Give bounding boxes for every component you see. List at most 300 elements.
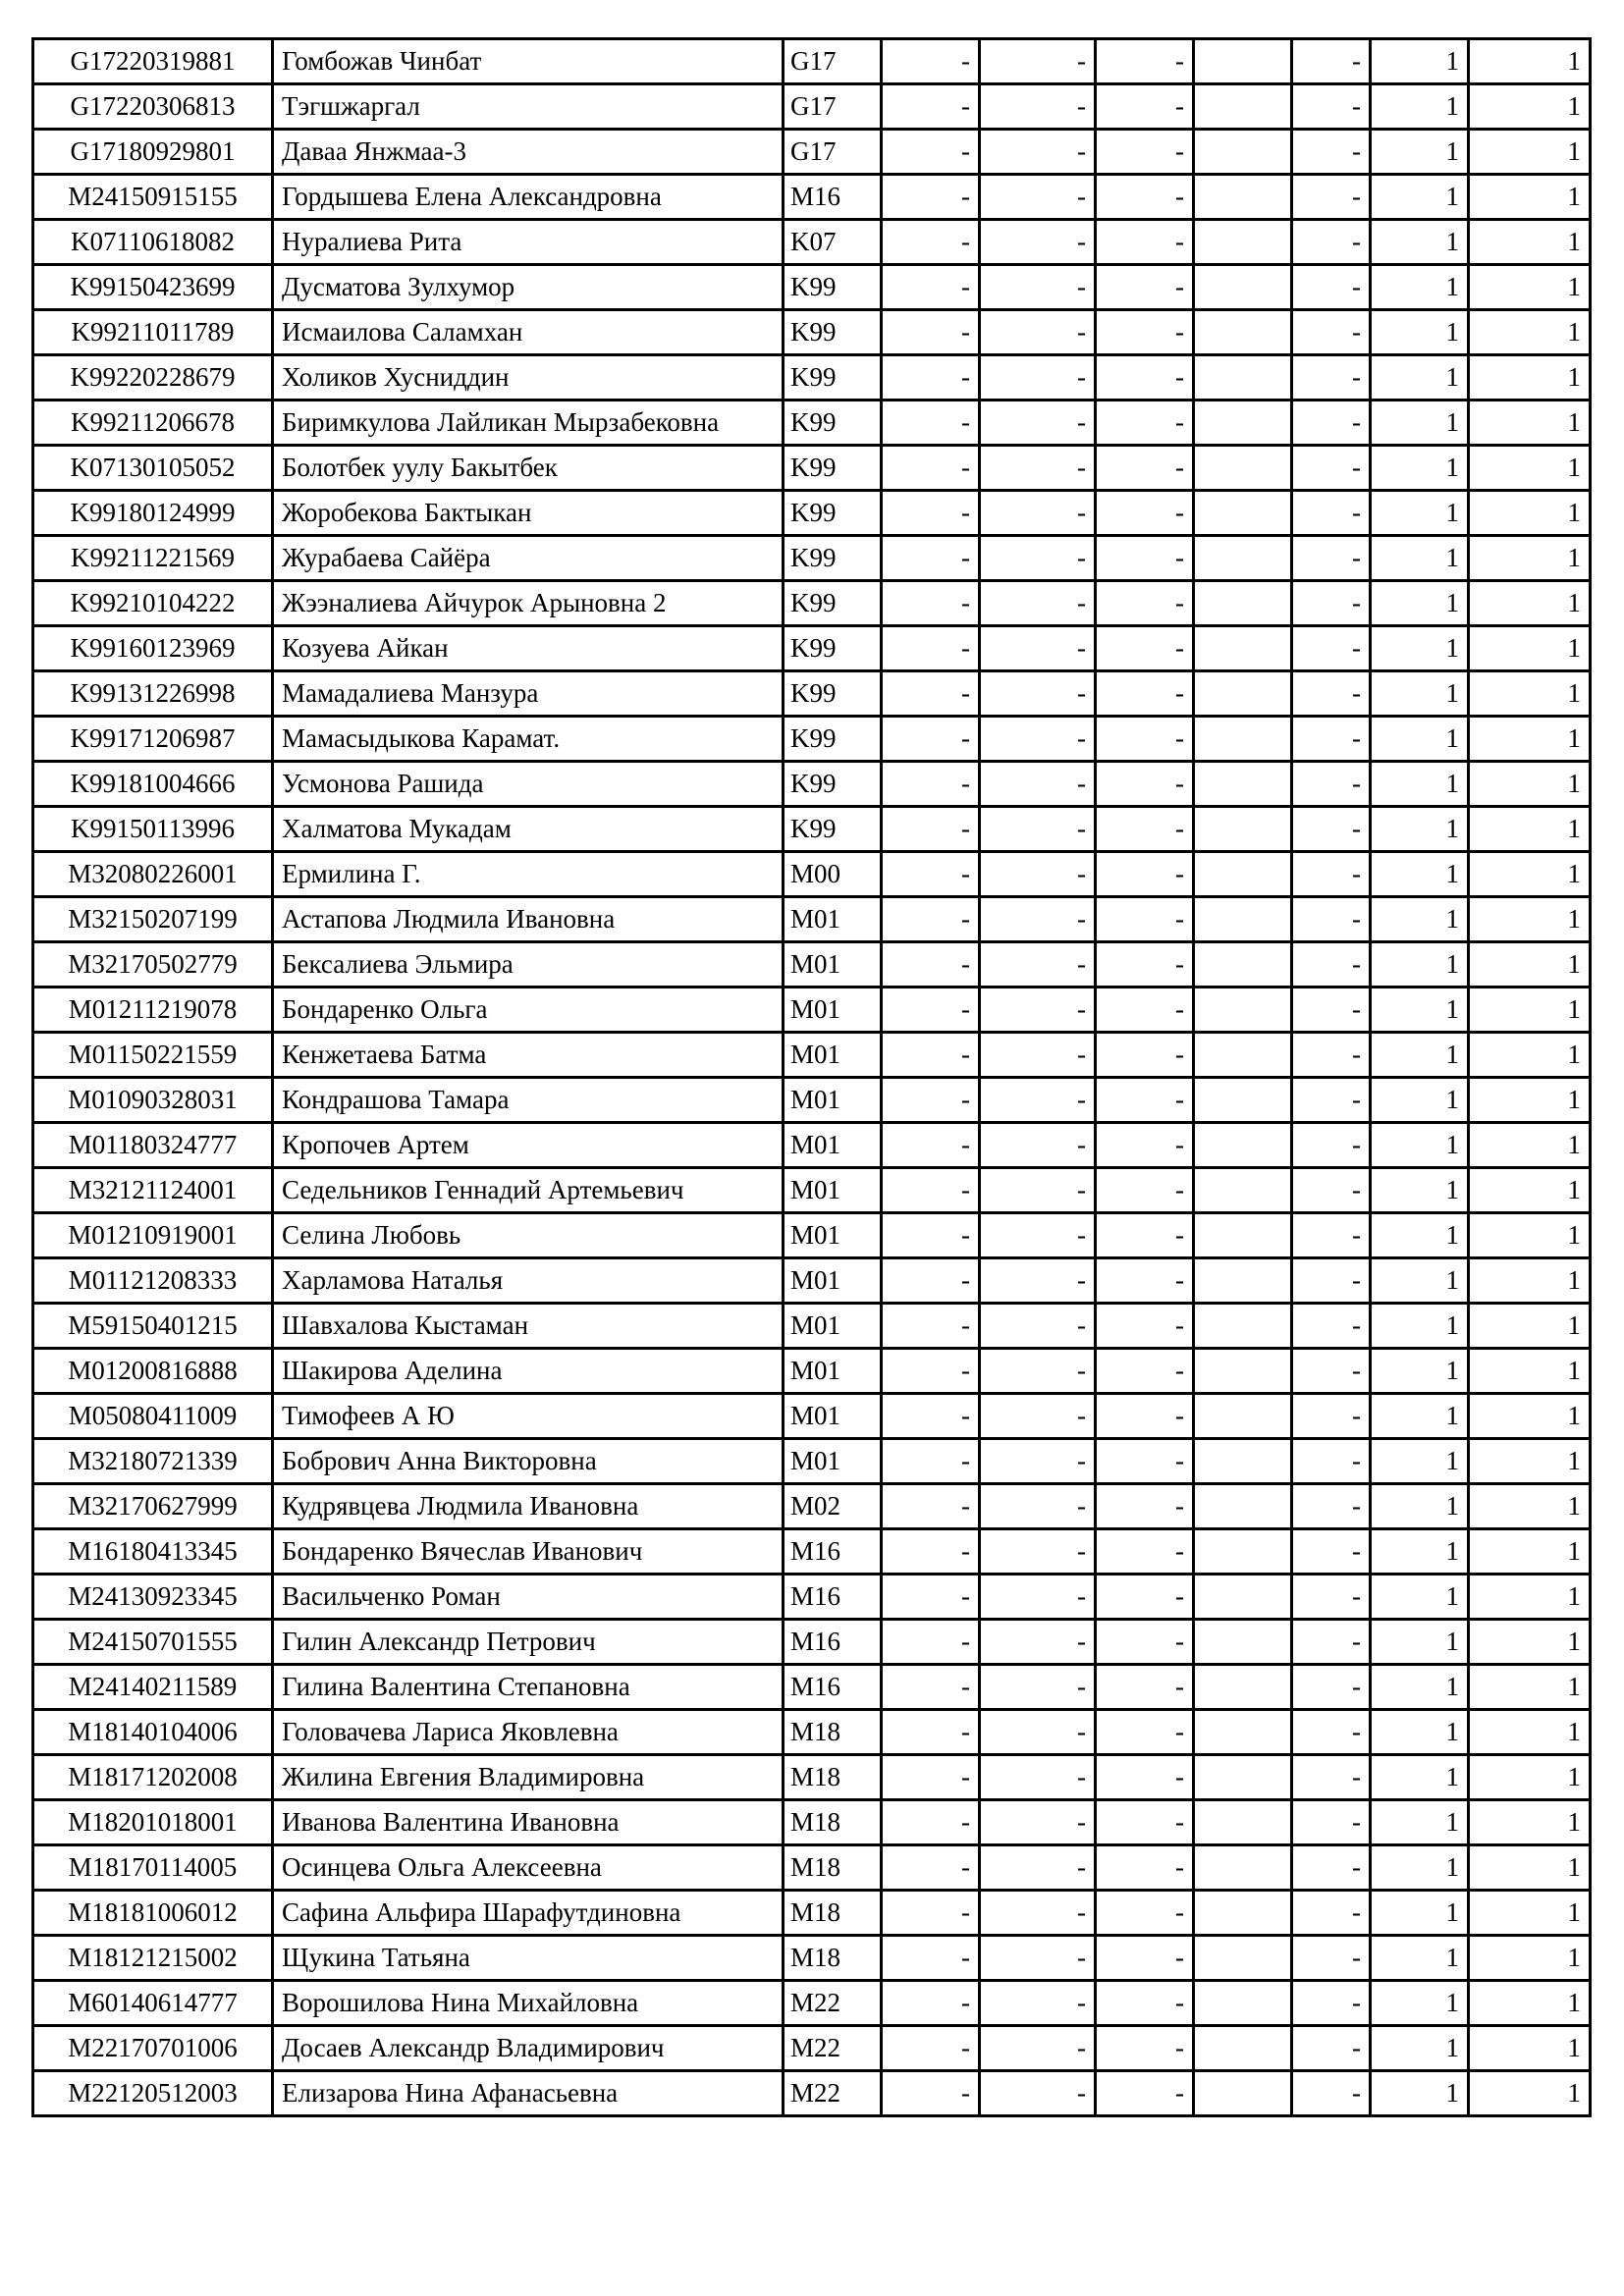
cell-col-7: 1 [1469, 1845, 1591, 1891]
cell-col-3: - [1096, 626, 1194, 671]
cell-col-1: - [882, 1394, 980, 1439]
cell-col-7: 1 [1469, 1620, 1591, 1665]
cell-group: K99 [784, 265, 882, 310]
table-row [33, 1213, 1591, 1258]
cell-col-4 [1194, 1845, 1292, 1891]
cell-col-4 [1194, 671, 1292, 717]
cell-name: Халматова Мукадам [273, 807, 784, 852]
cell-name: Шакирова Аделина [273, 1349, 784, 1394]
cell-col-7: 1 [1469, 2026, 1591, 2071]
cell-col-2: - [980, 897, 1096, 942]
cell-id: M59150401215 [33, 1304, 273, 1349]
cell-name: Щукина Татьяна [273, 1936, 784, 1981]
cell-col-6: 1 [1371, 400, 1469, 446]
cell-col-6: 1 [1371, 446, 1469, 491]
cell-col-7: 1 [1469, 39, 1591, 84]
table-row [33, 581, 1591, 626]
table-row [33, 400, 1591, 446]
cell-name: Нуралиева Рита [273, 220, 784, 265]
cell-col-1: - [882, 1575, 980, 1620]
cell-col-1: - [882, 1258, 980, 1304]
cell-col-6: 1 [1371, 1620, 1469, 1665]
cell-col-3: - [1096, 1800, 1194, 1845]
cell-col-5: - [1292, 446, 1371, 491]
cell-col-1: - [882, 1349, 980, 1394]
cell-group: M01 [784, 1168, 882, 1213]
cell-col-6: 1 [1371, 1710, 1469, 1755]
cell-col-5: - [1292, 1800, 1371, 1845]
cell-group: M01 [784, 897, 882, 942]
cell-col-6: 1 [1371, 1033, 1469, 1078]
cell-id: M01090328031 [33, 1078, 273, 1123]
cell-col-2: - [980, 1484, 1096, 1529]
cell-col-7: 1 [1469, 446, 1591, 491]
cell-col-4 [1194, 1033, 1292, 1078]
cell-name: Бексалиева Эльмира [273, 942, 784, 988]
cell-name: Гилин Александр Петрович [273, 1620, 784, 1665]
cell-col-1: - [882, 1529, 980, 1575]
cell-col-4 [1194, 626, 1292, 671]
cell-group: G17 [784, 130, 882, 175]
cell-col-2: - [980, 1258, 1096, 1304]
table-row [33, 1845, 1591, 1891]
cell-col-4 [1194, 536, 1292, 581]
cell-id: M01180324777 [33, 1123, 273, 1168]
table-row [33, 1710, 1591, 1755]
cell-col-1: - [882, 671, 980, 717]
cell-col-2: - [980, 491, 1096, 536]
cell-name: Досаев Александр Владимирович [273, 2026, 784, 2071]
cell-name: Козуева Айкан [273, 626, 784, 671]
cell-col-1: - [882, 1936, 980, 1981]
cell-col-2: - [980, 446, 1096, 491]
cell-col-5: - [1292, 1213, 1371, 1258]
cell-col-2: - [980, 762, 1096, 807]
cell-name: Дусматова Зулхумор [273, 265, 784, 310]
cell-col-3: - [1096, 1575, 1194, 1620]
table-row [33, 897, 1591, 942]
cell-col-7: 1 [1469, 1936, 1591, 1981]
cell-name: Сафина Альфира Шарафутдиновна [273, 1891, 784, 1936]
cell-col-1: - [882, 581, 980, 626]
cell-col-2: - [980, 1168, 1096, 1213]
cell-col-4 [1194, 807, 1292, 852]
cell-col-7: 1 [1469, 1258, 1591, 1304]
cell-col-5: - [1292, 355, 1371, 400]
cell-col-5: - [1292, 1439, 1371, 1484]
cell-id: K99181004666 [33, 762, 273, 807]
cell-col-6: 1 [1371, 1123, 1469, 1168]
cell-col-2: - [980, 1439, 1096, 1484]
cell-id: M60140614777 [33, 1981, 273, 2026]
cell-col-1: - [882, 1439, 980, 1484]
cell-col-7: 1 [1469, 717, 1591, 762]
table-row [33, 1575, 1591, 1620]
cell-col-1: - [882, 942, 980, 988]
cell-col-7: 1 [1469, 1891, 1591, 1936]
cell-col-1: - [882, 1484, 980, 1529]
cell-id: K99131226998 [33, 671, 273, 717]
cell-col-3: - [1096, 39, 1194, 84]
cell-name: Исмаилова Саламхан [273, 310, 784, 355]
cell-col-6: 1 [1371, 1755, 1469, 1800]
cell-group: M01 [784, 988, 882, 1033]
cell-id: K99220228679 [33, 355, 273, 400]
cell-col-7: 1 [1469, 626, 1591, 671]
table-row [33, 1304, 1591, 1349]
cell-id: M32170627999 [33, 1484, 273, 1529]
cell-group: M18 [784, 1936, 882, 1981]
cell-col-3: - [1096, 1033, 1194, 1078]
cell-col-6: 1 [1371, 2026, 1469, 2071]
cell-col-2: - [980, 1891, 1096, 1936]
cell-col-3: - [1096, 581, 1194, 626]
cell-col-6: 1 [1371, 762, 1469, 807]
cell-name: Жоробекова Бактыкан [273, 491, 784, 536]
cell-col-2: - [980, 1845, 1096, 1891]
cell-col-4 [1194, 1123, 1292, 1168]
cell-col-1: - [882, 1710, 980, 1755]
table-row [33, 988, 1591, 1033]
cell-col-4 [1194, 175, 1292, 220]
cell-col-5: - [1292, 1710, 1371, 1755]
cell-col-6: 1 [1371, 988, 1469, 1033]
cell-name: Селина Любовь [273, 1213, 784, 1258]
cell-group: M18 [784, 1891, 882, 1936]
cell-col-6: 1 [1371, 355, 1469, 400]
cell-col-7: 1 [1469, 1349, 1591, 1394]
cell-col-7: 1 [1469, 1439, 1591, 1484]
cell-col-5: - [1292, 2071, 1371, 2116]
cell-col-3: - [1096, 988, 1194, 1033]
cell-col-4 [1194, 1936, 1292, 1981]
cell-col-6: 1 [1371, 717, 1469, 762]
cell-col-4 [1194, 942, 1292, 988]
table-row [33, 536, 1591, 581]
cell-col-1: - [882, 1620, 980, 1665]
table-row [33, 39, 1591, 84]
cell-col-5: - [1292, 626, 1371, 671]
table-row [33, 1529, 1591, 1575]
cell-col-6: 1 [1371, 220, 1469, 265]
cell-col-7: 1 [1469, 1800, 1591, 1845]
cell-group: K07 [784, 220, 882, 265]
cell-col-1: - [882, 1213, 980, 1258]
cell-col-7: 1 [1469, 400, 1591, 446]
cell-name: Журабаева Сайёра [273, 536, 784, 581]
cell-col-6: 1 [1371, 2071, 1469, 2116]
cell-col-1: - [882, 1981, 980, 2026]
cell-col-3: - [1096, 1484, 1194, 1529]
cell-id: G17220319881 [33, 39, 273, 84]
cell-col-5: - [1292, 1168, 1371, 1213]
table-row [33, 446, 1591, 491]
cell-id: M32150207199 [33, 897, 273, 942]
cell-col-5: - [1292, 1529, 1371, 1575]
cell-col-7: 1 [1469, 671, 1591, 717]
cell-id: M18171202008 [33, 1755, 273, 1800]
cell-col-2: - [980, 310, 1096, 355]
cell-id: M22120512003 [33, 2071, 273, 2116]
table-row [33, 1800, 1591, 1845]
cell-id: M01150221559 [33, 1033, 273, 1078]
cell-col-5: - [1292, 2026, 1371, 2071]
cell-col-4 [1194, 130, 1292, 175]
cell-name: Иванова Валентина Ивановна [273, 1800, 784, 1845]
cell-name: Бондаренко Вячеслав Иванович [273, 1529, 784, 1575]
table-row [33, 1258, 1591, 1304]
cell-col-4 [1194, 1168, 1292, 1213]
cell-col-7: 1 [1469, 84, 1591, 130]
cell-col-5: - [1292, 581, 1371, 626]
cell-col-3: - [1096, 310, 1194, 355]
cell-col-2: - [980, 130, 1096, 175]
cell-id: M18140104006 [33, 1710, 273, 1755]
data-table [31, 37, 1592, 2117]
cell-id: K99150113996 [33, 807, 273, 852]
cell-col-4 [1194, 1665, 1292, 1710]
cell-col-5: - [1292, 1845, 1371, 1891]
cell-col-5: - [1292, 897, 1371, 942]
cell-col-7: 1 [1469, 1484, 1591, 1529]
table-row [33, 1123, 1591, 1168]
cell-col-7: 1 [1469, 1033, 1591, 1078]
cell-id: M24150915155 [33, 175, 273, 220]
cell-id: K07130105052 [33, 446, 273, 491]
cell-col-4 [1194, 446, 1292, 491]
cell-col-2: - [980, 1710, 1096, 1755]
cell-col-2: - [980, 1349, 1096, 1394]
cell-col-5: - [1292, 1575, 1371, 1620]
cell-col-6: 1 [1371, 1936, 1469, 1981]
cell-col-4 [1194, 39, 1292, 84]
cell-group: K99 [784, 626, 882, 671]
cell-name: Осинцева Ольга Алексеевна [273, 1845, 784, 1891]
cell-col-1: - [882, 536, 980, 581]
cell-id: M18121215002 [33, 1936, 273, 1981]
cell-col-6: 1 [1371, 1078, 1469, 1123]
cell-col-1: - [882, 1891, 980, 1936]
table-row [33, 1439, 1591, 1484]
cell-name: Харламова Наталья [273, 1258, 784, 1304]
cell-group: M01 [784, 942, 882, 988]
cell-col-5: - [1292, 536, 1371, 581]
cell-col-4 [1194, 1349, 1292, 1394]
cell-col-5: - [1292, 1123, 1371, 1168]
cell-col-6: 1 [1371, 491, 1469, 536]
cell-col-2: - [980, 1033, 1096, 1078]
cell-col-3: - [1096, 536, 1194, 581]
cell-col-1: - [882, 1755, 980, 1800]
cell-col-7: 1 [1469, 1304, 1591, 1349]
cell-name: Шавхалова Кыстаман [273, 1304, 784, 1349]
cell-col-4 [1194, 1755, 1292, 1800]
table-row [33, 1981, 1591, 2026]
cell-group: M01 [784, 1123, 882, 1168]
cell-col-1: - [882, 355, 980, 400]
cell-col-3: - [1096, 2026, 1194, 2071]
cell-col-4 [1194, 220, 1292, 265]
cell-group: M22 [784, 1981, 882, 2026]
cell-group: K99 [784, 446, 882, 491]
cell-id: K99150423699 [33, 265, 273, 310]
cell-group: M02 [784, 1484, 882, 1529]
cell-name: Жилина Евгения Владимировна [273, 1755, 784, 1800]
cell-name: Холиков Хусниддин [273, 355, 784, 400]
cell-col-1: - [882, 626, 980, 671]
cell-col-2: - [980, 988, 1096, 1033]
cell-col-3: - [1096, 807, 1194, 852]
cell-group: M01 [784, 1213, 882, 1258]
cell-group: M16 [784, 1665, 882, 1710]
cell-col-7: 1 [1469, 355, 1591, 400]
cell-col-2: - [980, 1620, 1096, 1665]
cell-col-1: - [882, 1168, 980, 1213]
cell-col-1: - [882, 897, 980, 942]
cell-col-4 [1194, 1529, 1292, 1575]
table-row [33, 1891, 1591, 1936]
cell-col-4 [1194, 84, 1292, 130]
cell-name: Васильченко Роман [273, 1575, 784, 1620]
cell-col-1: - [882, 807, 980, 852]
cell-id: M01200816888 [33, 1349, 273, 1394]
cell-col-2: - [980, 1123, 1096, 1168]
cell-group: M22 [784, 2071, 882, 2116]
cell-col-5: - [1292, 220, 1371, 265]
cell-col-4 [1194, 1800, 1292, 1845]
cell-id: M24150701555 [33, 1620, 273, 1665]
cell-col-5: - [1292, 1891, 1371, 1936]
cell-col-7: 1 [1469, 175, 1591, 220]
cell-col-5: - [1292, 1620, 1371, 1665]
cell-group: M01 [784, 1258, 882, 1304]
cell-col-7: 1 [1469, 1394, 1591, 1439]
cell-col-1: - [882, 84, 980, 130]
cell-col-2: - [980, 671, 1096, 717]
cell-col-1: - [882, 1078, 980, 1123]
cell-name: Ермилина Г. [273, 852, 784, 897]
cell-group: K99 [784, 581, 882, 626]
cell-col-4 [1194, 265, 1292, 310]
cell-id: M32080226001 [33, 852, 273, 897]
table-body [33, 39, 1591, 2116]
cell-col-1: - [882, 1665, 980, 1710]
cell-name: Гилина Валентина Степановна [273, 1665, 784, 1710]
cell-group: M22 [784, 2026, 882, 2071]
cell-col-7: 1 [1469, 852, 1591, 897]
cell-id: M18181006012 [33, 1891, 273, 1936]
cell-col-3: - [1096, 897, 1194, 942]
cell-col-6: 1 [1371, 671, 1469, 717]
cell-col-5: - [1292, 1304, 1371, 1349]
cell-col-2: - [980, 1394, 1096, 1439]
cell-col-1: - [882, 446, 980, 491]
cell-col-3: - [1096, 1078, 1194, 1123]
cell-name: Усмонова Рашида [273, 762, 784, 807]
cell-col-2: - [980, 536, 1096, 581]
cell-id: M01211219078 [33, 988, 273, 1033]
cell-id: M32180721339 [33, 1439, 273, 1484]
table-row [33, 1484, 1591, 1529]
cell-col-2: - [980, 1529, 1096, 1575]
cell-col-3: - [1096, 1981, 1194, 2026]
cell-name: Кудрявцева Людмила Ивановна [273, 1484, 784, 1529]
cell-col-1: - [882, 1304, 980, 1349]
cell-col-5: - [1292, 310, 1371, 355]
cell-id: M32170502779 [33, 942, 273, 988]
cell-col-5: - [1292, 852, 1371, 897]
table-row [33, 1033, 1591, 1078]
cell-col-4 [1194, 1258, 1292, 1304]
cell-name: Кондрашова Тамара [273, 1078, 784, 1123]
cell-group: K99 [784, 400, 882, 446]
cell-col-3: - [1096, 446, 1194, 491]
cell-col-7: 1 [1469, 1755, 1591, 1800]
cell-col-4 [1194, 1710, 1292, 1755]
cell-col-5: - [1292, 1033, 1371, 1078]
cell-col-6: 1 [1371, 39, 1469, 84]
cell-group: K99 [784, 762, 882, 807]
cell-col-2: - [980, 400, 1096, 446]
cell-col-4 [1194, 1394, 1292, 1439]
cell-id: K99211011789 [33, 310, 273, 355]
cell-name: Мамадалиева Манзура [273, 671, 784, 717]
cell-col-5: - [1292, 671, 1371, 717]
cell-group: K99 [784, 536, 882, 581]
cell-col-3: - [1096, 942, 1194, 988]
cell-col-5: - [1292, 1394, 1371, 1439]
cell-col-3: - [1096, 762, 1194, 807]
cell-col-3: - [1096, 1213, 1194, 1258]
cell-col-4 [1194, 1078, 1292, 1123]
cell-col-1: - [882, 265, 980, 310]
table-row [33, 671, 1591, 717]
cell-col-4 [1194, 491, 1292, 536]
cell-col-7: 1 [1469, 491, 1591, 536]
cell-col-5: - [1292, 1665, 1371, 1710]
cell-col-7: 1 [1469, 897, 1591, 942]
cell-col-2: - [980, 1078, 1096, 1123]
cell-col-4 [1194, 581, 1292, 626]
cell-col-3: - [1096, 175, 1194, 220]
cell-col-7: 1 [1469, 762, 1591, 807]
table-row [33, 1168, 1591, 1213]
cell-col-1: - [882, 491, 980, 536]
cell-col-4 [1194, 762, 1292, 807]
cell-col-3: - [1096, 671, 1194, 717]
cell-group: G17 [784, 84, 882, 130]
cell-col-3: - [1096, 84, 1194, 130]
cell-name: Седельников Геннадий Артемьевич [273, 1168, 784, 1213]
cell-group: G17 [784, 39, 882, 84]
table-row [33, 626, 1591, 671]
cell-col-6: 1 [1371, 1891, 1469, 1936]
table-row [33, 84, 1591, 130]
cell-col-1: - [882, 988, 980, 1033]
cell-col-4 [1194, 1981, 1292, 2026]
cell-col-2: - [980, 626, 1096, 671]
cell-col-7: 1 [1469, 988, 1591, 1033]
cell-col-3: - [1096, 1620, 1194, 1665]
cell-col-2: - [980, 265, 1096, 310]
cell-col-5: - [1292, 1755, 1371, 1800]
cell-col-3: - [1096, 1891, 1194, 1936]
cell-col-5: - [1292, 942, 1371, 988]
cell-name: Бобрович Анна Викторовна [273, 1439, 784, 1484]
table-row [33, 491, 1591, 536]
cell-col-3: - [1096, 130, 1194, 175]
cell-col-4 [1194, 2026, 1292, 2071]
